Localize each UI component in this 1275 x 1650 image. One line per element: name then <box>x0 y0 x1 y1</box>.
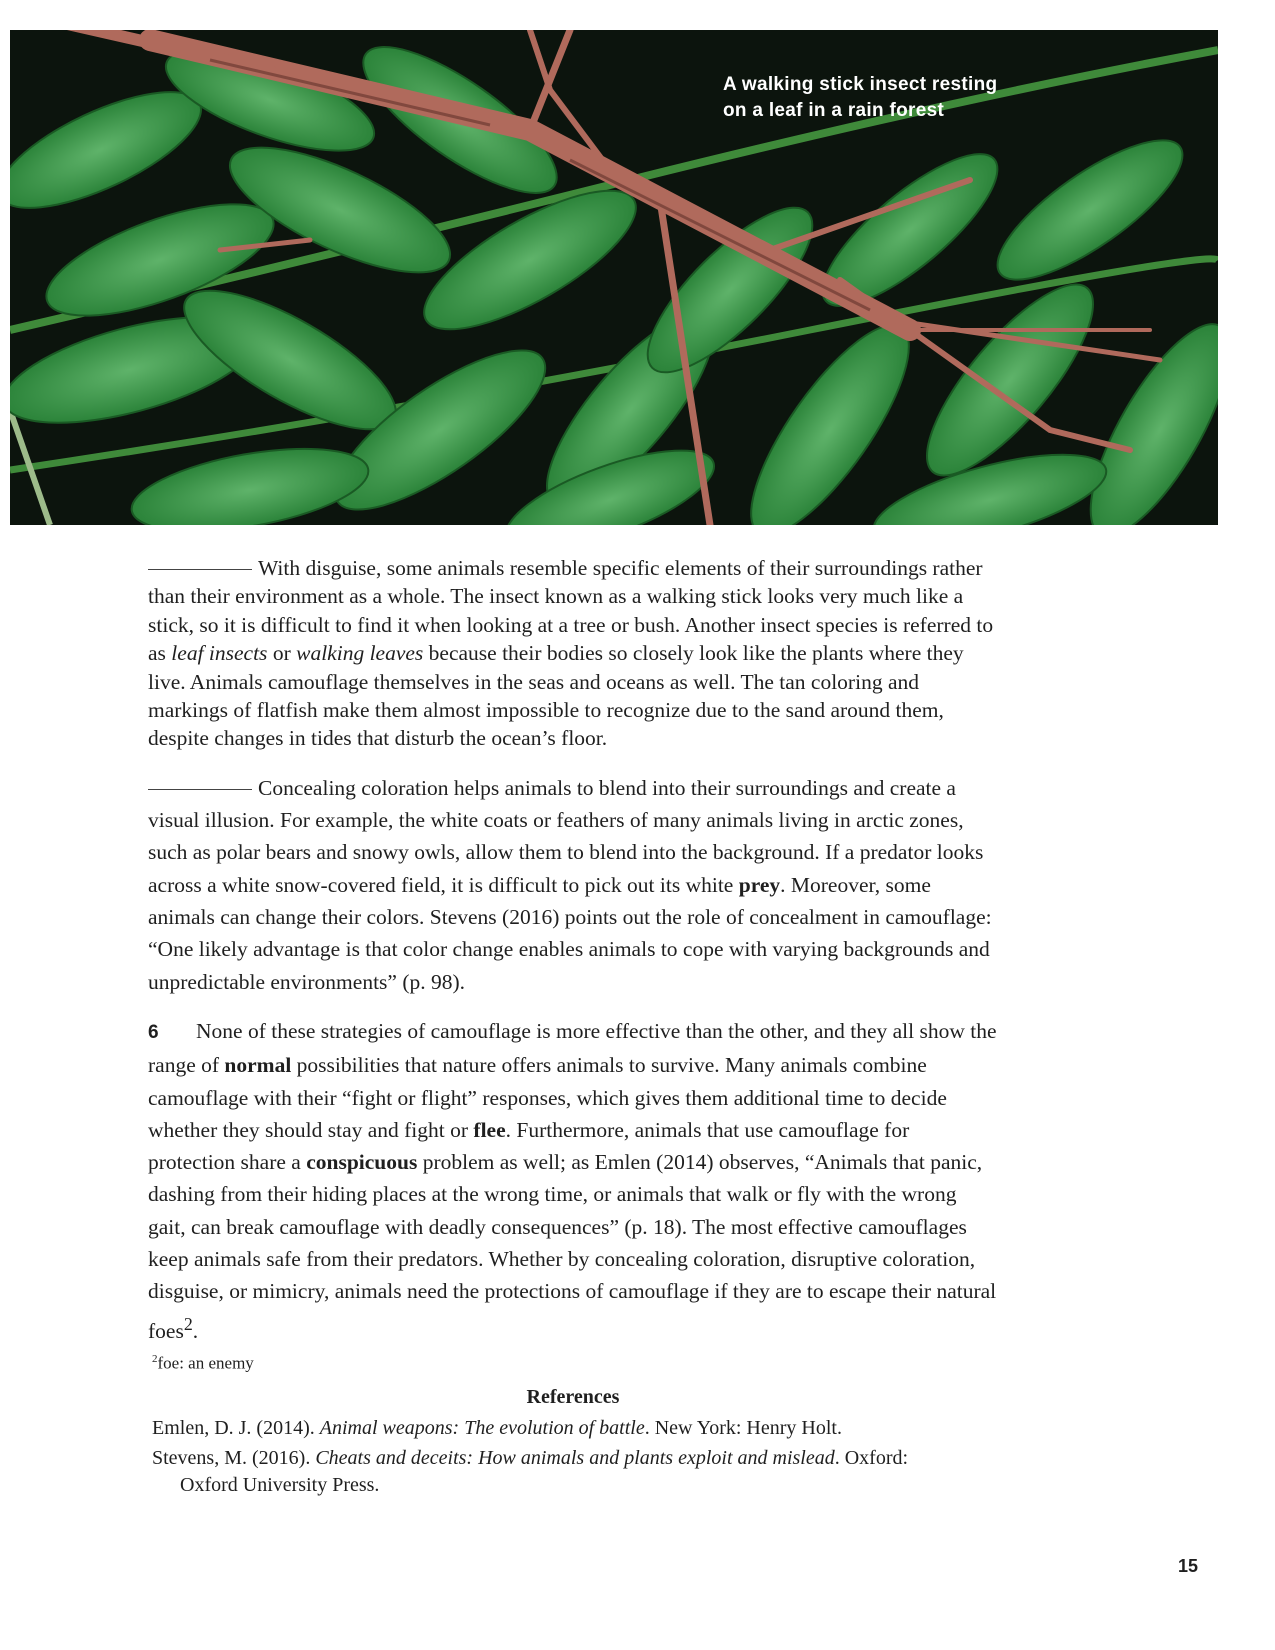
paragraph-text: possibilities that nature offers animals to survive. Many animals combine camouflage with their “fight or flight” responses, which gives them additional time to decide whether they should stay and fight or <box>148 1053 947 1142</box>
hero-photo <box>10 30 1218 525</box>
answer-blank-2[interactable] <box>148 789 252 790</box>
vocab-flee: flee <box>473 1117 506 1142</box>
term-leaf-insects: leaf insects <box>171 641 268 666</box>
paragraph-text: . <box>192 1318 199 1343</box>
reference-title: Cheats and deceits: How animals and plants exploit and mislead <box>315 1446 835 1469</box>
reference-item <box>152 1445 940 1499</box>
paragraph-text: None of these strategies of camouflage is more effective than the other, and they all show the range of <box>148 1018 997 1078</box>
paragraph-6 <box>148 1015 998 1347</box>
footnote-text: foe: an enemy <box>157 1353 254 1373</box>
photo-caption <box>723 72 1043 124</box>
reference-author-year: Emlen, D. J. (2014). <box>152 1416 320 1439</box>
footnote <box>152 1347 998 1376</box>
photo-caption-line-1: A walking stick insect resting <box>723 74 998 95</box>
paragraph-text: because their bodies so closely look like the plants where they live. Animals camouflage themselves in the seas and oceans as well. The tan coloring and markings of flatfish make them almost impossible to recognize due to the sand around them, despite changes in tides that disturb the ocean’s floor. <box>148 641 964 751</box>
paragraph-disguise <box>148 554 998 753</box>
paragraph-number: 6 <box>148 1021 159 1043</box>
photo-caption-line-2: on a leaf in a rain forest <box>723 100 945 121</box>
paragraph-text: problem as well; as Emlen (2014) observes, “Animals that panic, dashing from their hiding places at the wrong time, or animals that walk or fly with the wrong gait, can break camouflage with deadly consequences” (p. 18). The most effective camouflages keep animals safe from their predators. Whether by concealing coloration, disruptive coloration, disguise, or mimicry, animals need the protections of camouflage if they are to escape their natural foes <box>148 1150 997 1343</box>
references-heading: References <box>526 1385 620 1408</box>
paragraph-text: or <box>267 641 297 666</box>
paragraph-text: With disguise, some animals resemble specific elements of their surroundings rather than their environment as a whole. The insect known as a walking stick looks very much like a stick, so it is difficult to find it when looking at a tree or bush. Another insect species is referred to as <box>148 556 994 666</box>
reference-publisher: . New York: Henry Holt. <box>644 1416 842 1439</box>
reference-item <box>152 1415 940 1442</box>
paragraph-text: Concealing coloration helps animals to blend into their surroundings and create a visual illusion. For example, the white coats or feathers of many animals living in arctic zones, such as polar bears and snowy owls, allow them to blend into the background. If a predator looks across a white snow-covered field, it is difficult to pick out its white <box>148 775 984 897</box>
footnote-number: 2 <box>152 1353 158 1366</box>
paragraph-text: . Moreover, some animals can change their colors. Stevens (2016) points out the role of concealment in camouflage: “One likely advantage is that color change enables animals to cope with varying backgrounds and unpredictable environments” (p. 98). <box>148 872 992 994</box>
vocab-conspicuous: conspicuous <box>306 1150 418 1175</box>
footnote-marker: 2 <box>183 1313 193 1334</box>
vocab-normal: normal <box>224 1053 292 1078</box>
term-walking-leaves: walking leaves <box>296 641 424 666</box>
answer-blank-1[interactable] <box>148 569 252 570</box>
reference-publisher: . Oxford: Oxford University Press. <box>180 1446 909 1496</box>
paragraph-concealing-coloration <box>148 772 998 998</box>
paragraph-text: . Furthermore, animals that use camouflage for protection share a <box>148 1117 910 1175</box>
article-body <box>148 554 998 1502</box>
reference-author-year: Stevens, M. (2016). <box>152 1446 316 1469</box>
reference-title: Animal weapons: The evolution of battle <box>319 1416 645 1439</box>
page-number: 15 <box>1178 1556 1199 1576</box>
vocab-prey: prey <box>738 872 781 897</box>
